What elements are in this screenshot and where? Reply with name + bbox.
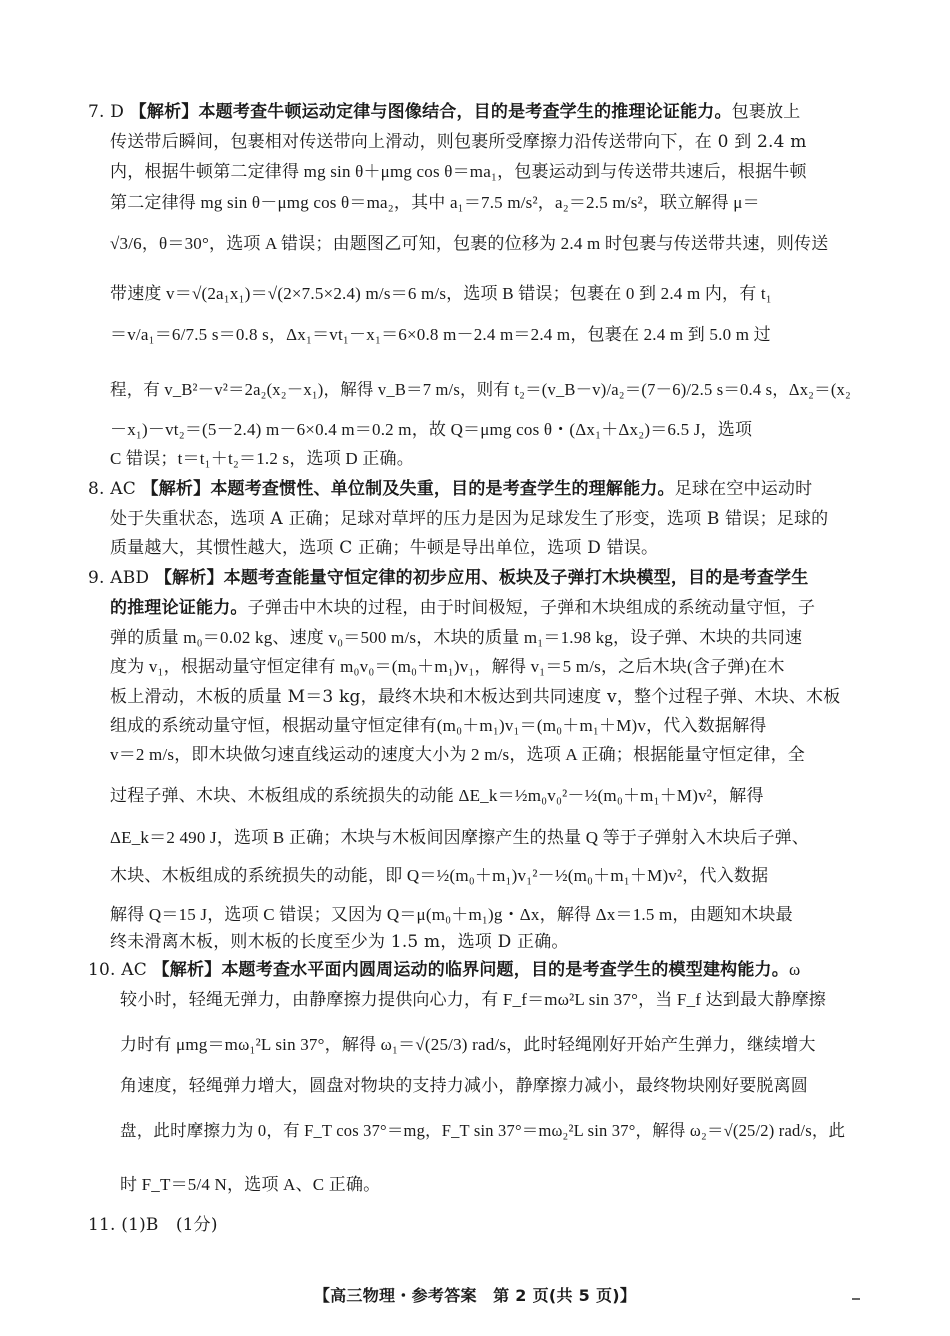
- answer-10-text-6: 时 F_T＝5/4 N，选项 A、C 正确。: [120, 1175, 381, 1194]
- answer-8-text-3: 质量越大，其惯性越大，选项 C 正确；牛顿是导出单位，选项 D 错误。: [110, 538, 659, 558]
- answer-9-text-5: 组成的系统动量守恒，根据动量守恒定律有(m₀＋m₁)v₁＝(m₀＋m₁＋M)v，代入数据解得: [110, 716, 767, 735]
- answer-10-number: 10. AC: [88, 960, 147, 980]
- answer-7-text-5: √3/6，θ＝30°，选项 A 错误；由题图乙可知，包裹的位移为 2.4 m 时包裹与传送带共速，则传送: [110, 234, 829, 253]
- answer-7-number: 7. D: [88, 102, 125, 122]
- answer-8-analysis-head: 【解析】本题考查惯性、单位制及失重，目的是考查学生的理解能力。: [141, 479, 675, 499]
- answer-9-number: 9. ABD: [88, 568, 150, 588]
- answer-9-text-9: 木块、木板组成的系统损失的动能，即 Q＝½(m₀＋m₁)v₁²－½(m₀＋m₁＋M)v²，代入数据: [110, 866, 769, 885]
- answer-7-text-4: 第二定律得 mg sin θ－μmg cos θ＝ma₂，其中 a₁＝7.5 m/s²，a₂＝2.5 m/s²，联立解得 μ＝: [110, 193, 760, 212]
- answer-9-text-3: 度为 v₁，根据动量守恒定律有 m₀v₀＝(m₀＋m₁)v₁，解得 v₁＝5 m/s，之后木块(含子弹)在木: [110, 657, 785, 676]
- answer-7-text-3: 内，根据牛顿第二定律得 mg sin θ＋μmg cos θ＝ma₁，包裹运动到与传送带共速后，根据牛顿: [110, 162, 807, 181]
- answer-9-text-4: 板上滑动，木板的质量 M＝3 kg，最终木块和木板达到共同速度 v，整个过程子弹、木块、木板: [110, 687, 841, 707]
- page-footer: 【高三物理・参考答案 第 2 页(共 5 页)】: [313, 1286, 637, 1305]
- answer-7-text-2: 传送带后瞬间，包裹相对传送带向上滑动，则包裹所受摩擦力沿传送带向下，在 0 到 2.4 m: [110, 132, 807, 152]
- answer-7-text-7: ＝v/a₁＝6/7.5 s＝0.8 s，Δx₁＝vt₁－x₁＝6×0.8 m－2.4 m＝2.4 m，包裹在 2.4 m 到 5.0 m 过: [110, 325, 771, 344]
- answer-8-number: 8. AC: [88, 479, 136, 499]
- answer-7-text-8: 程，有 v_B²－v²＝2a₂(x₂－x₁)，解得 v_B＝7 m/s，则有 t₂＝(v_B－v)/a₂＝(7－6)/2.5 s＝0.4 s，Δx₂＝(x₂: [110, 380, 851, 399]
- answer-9-text-10: 解得 Q＝15 J，选项 C 错误；又因为 Q＝μ(m₀＋m₁)g・Δx，解得 Δx＝1.5 m，由题知木块最: [110, 905, 793, 924]
- answer-9-text-8: ΔE_k＝2 490 J，选项 B 正确；木块与木板间因摩擦产生的热量 Q 等于子弹射入木块后子弹、: [110, 828, 810, 847]
- answer-9-text-1: 子弹击中木块的过程，由于时间极短，子弹和木块组成的系统动量守恒，子: [247, 598, 816, 618]
- answer-7-text-1: 包裹放上: [731, 102, 801, 122]
- answer-7-header-line: [88, 100, 800, 124]
- answer-7-text-10: C 错误；t＝t₁＋t₂＝1.2 s，选项 D 正确。: [110, 449, 414, 468]
- answer-10-text-4: 角速度，轻绳弹力增大，圆盘对物块的支持力减小，静摩擦力减小，最终物块刚好要脱离圆: [120, 1076, 808, 1096]
- answer-9-text-2: 弹的质量 m₀＝0.02 kg、速度 v₀＝500 m/s，木块的质量 m₁＝1.98 kg，设子弹、木块的共同速: [110, 628, 803, 647]
- answer-9-analysis-head: 【解析】本题考查能量守恒定律的初步应用、板块及子弹打木块模型，目的是考查学生: [154, 568, 809, 588]
- answer-7-text-9: －x₁)－vt₂＝(5－2.4) m－6×0.4 m＝0.2 m，故 Q＝μmg cos θ・(Δx₁＋Δx₂)＝6.5 J，选项: [110, 420, 753, 439]
- answer-9-header-line-2: [110, 596, 815, 620]
- answer-9-header-line: [88, 566, 808, 590]
- corner-mark: [852, 1298, 860, 1300]
- answer-7-analysis-head: 【解析】本题考查牛顿运动定律与图像结合，目的是考查学生的推理论证能力。: [129, 102, 732, 122]
- answer-10-text-2: 较小时，轻绳无弹力，由静摩擦力提供向心力，有 F_f＝mω²L sin 37°，当 F_f 达到最大静摩擦: [120, 990, 826, 1009]
- answer-9-text-11: 终未滑离木板，则木板的长度至少为 1.5 m，选项 D 正确。: [110, 932, 569, 952]
- answer-9-text-7: 过程子弹、木块、木板组成的系统损失的动能 ΔE_k＝½m₀v₀²－½(m₀＋m₁＋M)v²，解得: [110, 786, 764, 805]
- answer-9-analysis-head-2: 的推理论证能力。: [110, 598, 248, 618]
- answer-10-analysis-head: 【解析】本题考查水平面内圆周运动的临界问题，目的是考查学生的模型建构能力。: [152, 960, 789, 980]
- answer-10-text-1: ω: [788, 960, 801, 979]
- answer-7-text-6: 带速度 v＝√(2a₁x₁)＝√(2×7.5×2.4) m/s＝6 m/s，选项 B 错误；包裹在 0 到 2.4 m 内，有 t₁: [110, 284, 772, 303]
- answer-8-header-line: [88, 477, 812, 501]
- answer-9-text-6: v＝2 m/s，即木块做匀速直线运动的速度大小为 2 m/s，选项 A 正确；根据能量守恒定律，全: [110, 745, 806, 764]
- answer-8-text-2: 处于失重状态，选项 A 正确；足球对草坪的压力是因为足球发生了形变，选项 B 错误；足球的: [110, 509, 829, 529]
- answer-8-text-1: 足球在空中运动时: [674, 479, 813, 499]
- answer-10-text-5: 盘，此时摩擦力为 0，有 F_T cos 37°＝mg，F_T sin 37°＝mω₂²L sin 37°，解得 ω₂＝√(25/2) rad/s，此: [120, 1121, 846, 1140]
- answer-10-header-line: [88, 958, 800, 982]
- answer-10-text-3: 力时有 μmg＝mω₁²L sin 37°，解得 ω₁＝√(25/3) rad/s，此时轻绳刚好开始产生弹力，继续增大: [120, 1035, 816, 1054]
- answer-11-line: 11. (1)B (1分): [88, 1215, 218, 1235]
